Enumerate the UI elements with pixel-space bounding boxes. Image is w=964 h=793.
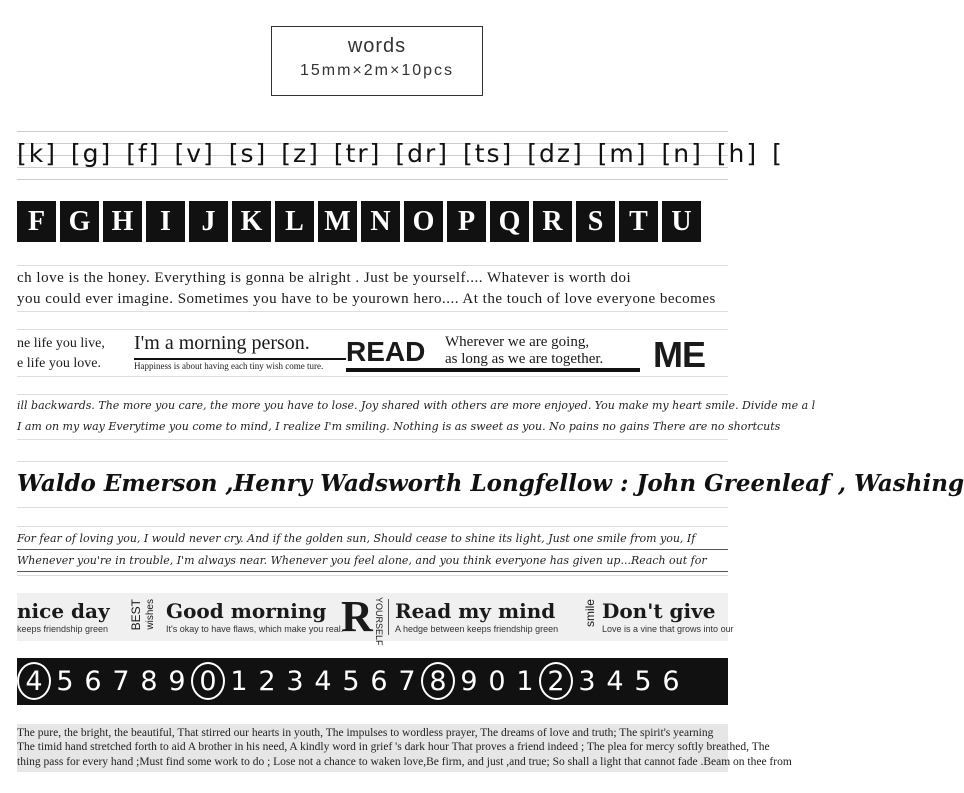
- letter-cell: J: [189, 201, 228, 242]
- morning-subline: Happiness is about having each tiny wish come ture.: [134, 361, 324, 371]
- author-names: Waldo Emerson ,Henry Wadsworth Longfellow : John Greenleaf , Washing: [17, 470, 964, 497]
- digit: 7: [398, 665, 416, 697]
- together-line-2: as long as we are together.: [445, 351, 604, 367]
- morning-headline: I'm a morning person.: [134, 332, 310, 354]
- tape-names: [17, 461, 964, 508]
- circled-digit: 0: [191, 662, 225, 700]
- letter-cell: P: [447, 201, 486, 242]
- digit: 6: [370, 665, 388, 697]
- poem-line-2: The timid hand stretched forth to aid A brother in his need, A kindly word in grief 's dark hour That proves a friend indeed ; The plea for mercy softly breathed, The: [17, 741, 770, 753]
- letter-cells: [17, 201, 701, 242]
- digit: 4: [314, 665, 332, 697]
- letter-cell: O: [404, 201, 443, 242]
- digit: 9: [168, 665, 186, 697]
- read-mind-sub: A hedge between keeps friendship green: [395, 624, 559, 634]
- r-letter: R: [341, 592, 373, 641]
- letter-cell: N: [361, 201, 400, 242]
- digit: 7: [112, 665, 130, 697]
- letter-cell: G: [60, 201, 99, 242]
- digit: 3: [286, 665, 304, 697]
- digit: 5: [342, 665, 360, 697]
- handwriting-line-2: Whenever you're in trouble, I'm always near. Whenever you feel alone, and you think everyone has given up...Reach out for: [17, 554, 707, 567]
- phonetic-symbols: [k] [g] [f] [v] [s] [z] [tr] [dr] [ts] [dz] [m] [n] [h] [: [17, 139, 784, 168]
- digit-row: [17, 662, 685, 700]
- poem-line-1: The pure, the bright, the beautiful, That stirred our hearts in youth, The impulses to wordless prayer, The dreams of love and truth; The spirit's yearning: [17, 727, 714, 739]
- digit: 1: [230, 665, 248, 697]
- digit: 8: [140, 665, 158, 697]
- smile-word: smile: [583, 599, 597, 628]
- digit: 1: [516, 665, 534, 697]
- circled-digit: 2: [539, 662, 573, 700]
- letter-cell: K: [232, 201, 271, 242]
- cursive-line-2: I am on my way Everytime you come to mind, I realize I'm smiling. Nothing is as sweet as you. No pains no gains There are no shortcuts: [17, 420, 781, 433]
- letter-cell: F: [17, 201, 56, 242]
- quote-line-1: ch love is the honey. Everything is gonna be alright . Just be yourself.... Whatever is worth doi: [17, 270, 632, 286]
- good-morning-block: [166, 593, 356, 641]
- letter-cell: Q: [490, 201, 529, 242]
- product-title: words: [347, 35, 407, 57]
- digit: 6: [662, 665, 680, 697]
- tape-phonetics: [17, 131, 784, 180]
- circled-digit: 8: [421, 662, 455, 700]
- read-my-mind: Read my mind: [395, 599, 556, 623]
- good-morning: Good morning: [166, 599, 327, 623]
- letter-cell: S: [576, 201, 615, 242]
- tape-morning-person: [17, 329, 728, 377]
- yourself-word: YOURSELF: [374, 597, 384, 646]
- dont-give: Don't give: [602, 599, 716, 623]
- life-text: [17, 330, 125, 378]
- read-underline: [346, 368, 640, 372]
- letter-cell: M: [318, 201, 357, 242]
- wishes-word: wishes: [145, 599, 156, 630]
- read-block: [346, 334, 437, 370]
- letter-cell: U: [662, 201, 701, 242]
- read-word: READ: [346, 336, 426, 367]
- title-box: [271, 26, 483, 96]
- letter-cell: T: [619, 201, 658, 242]
- handwriting-line-1: For fear of loving you, I would never cry. And if the golden sun, Should cease to shine its light, Just one smile from you, If: [17, 532, 696, 545]
- digit: 0: [488, 665, 506, 697]
- tape-quotes: [17, 265, 728, 312]
- best-word: BEST: [129, 599, 143, 631]
- digit: 4: [606, 665, 624, 697]
- dont-give-block: [602, 593, 732, 641]
- tape-poem: [17, 724, 792, 772]
- poem-line-3: thing pass for every hand ;Must find some work to do ; Lose not a chance to waken love,Be firm, and just ,and true; So shall a light that cannot fade .Beam on thee from: [17, 756, 792, 768]
- digit: 5: [56, 665, 74, 697]
- digit: 9: [460, 665, 478, 697]
- digit: 5: [634, 665, 652, 697]
- nice-day-block: [17, 593, 127, 641]
- tape-phrases: [17, 592, 734, 646]
- digit: 6: [84, 665, 102, 697]
- letter-cell: H: [103, 201, 142, 242]
- letter-cell: I: [146, 201, 185, 242]
- quote-line-2: you could ever imagine. Sometimes you have to be yourown hero.... At the touch of love everyone becomes: [17, 291, 716, 307]
- together-line-1: Wherever we are going,: [445, 334, 590, 350]
- me-word: ME: [653, 334, 705, 375]
- morning-rule: [134, 358, 356, 360]
- dont-give-sub: Love is a vine that grows into our: [602, 624, 734, 634]
- good-morning-sub: It's okay to have flaws, which make you real.: [166, 624, 344, 634]
- morning-block: [134, 330, 356, 378]
- phrase-divider: [388, 599, 389, 635]
- digit: 3: [578, 665, 596, 697]
- digit: 2: [258, 665, 276, 697]
- handwriting-rule-2: [17, 571, 728, 572]
- tape-cursive: [17, 394, 816, 440]
- cursive-line-1: ill backwards. The more you care, the more you have to lose. Joy shared with others are more enjoyed. You make my heart smile. Divide me a l: [17, 399, 816, 412]
- letter-cell: R: [533, 201, 572, 242]
- read-mind-block: [395, 593, 585, 641]
- tape-numbers: [17, 658, 728, 705]
- life-line-1: ne life you live,: [17, 336, 105, 351]
- handwriting-rule-1: [17, 549, 728, 550]
- tape-handwriting: [17, 526, 728, 576]
- nice-day-sub: keeps friendship green: [17, 624, 109, 634]
- product-spec: 15mm×2m×10pcs: [299, 62, 455, 79]
- life-line-2: e life you love.: [17, 356, 101, 371]
- letter-cell: L: [275, 201, 314, 242]
- circled-digit: 4: [17, 662, 51, 700]
- tape-letters: [17, 198, 728, 245]
- nice-day: nice day: [17, 599, 110, 623]
